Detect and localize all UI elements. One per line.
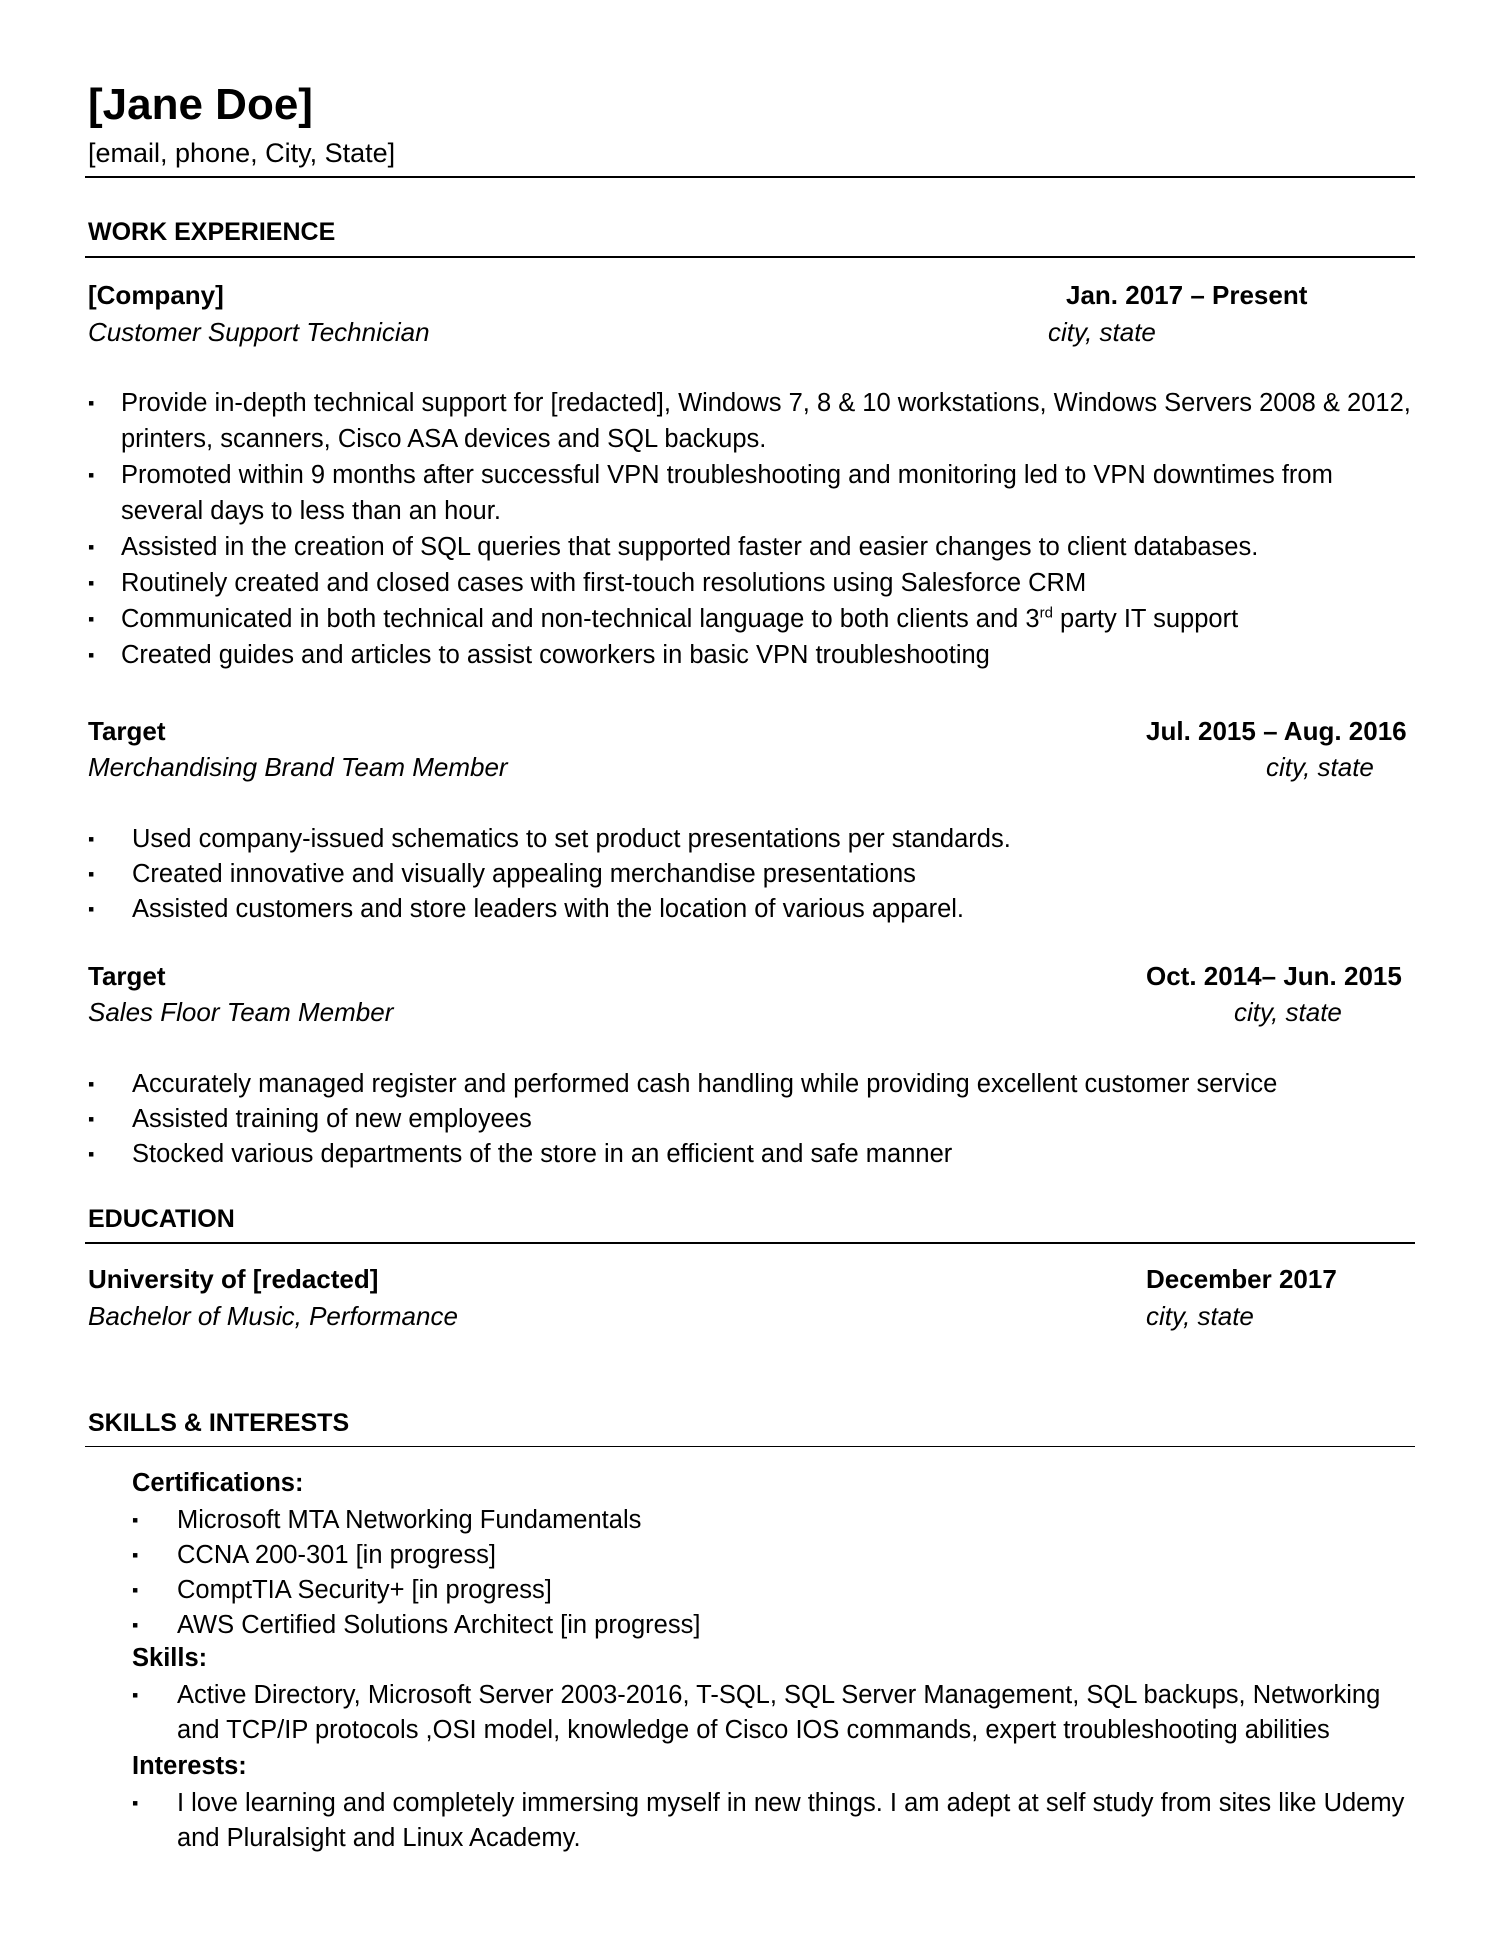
- list-item: ▪ Promoted within 9 months after successful VPN troubleshooting and monitoring led to VPN downtimes from several days to less than an hour.: [88, 457, 1408, 529]
- square-bullet-icon: ▪: [132, 1545, 139, 1565]
- square-bullet-icon: ▪: [88, 864, 95, 884]
- job-dates: Jan. 2017 – Present: [1066, 280, 1308, 310]
- square-bullet-icon: ▪: [88, 645, 95, 665]
- list-item: ▪ Assisted customers and store leaders with the location of various apparel.: [88, 892, 1408, 927]
- interests-heading: Interests:: [132, 1752, 247, 1780]
- list-item: ▪ Created guides and articles to assist coworkers in basic VPN troubleshooting: [88, 637, 1408, 673]
- square-bullet-icon: ▪: [88, 1109, 95, 1129]
- job-location: city, state: [1234, 997, 1342, 1027]
- list-item: ▪ Active Directory, Microsoft Server 2003-2016, T-SQL, SQL Server Management, SQL backups, Networking and TCP/IP protocols ,OSI model, knowledge of Cisco IOS commands, expert troubleshooting abilities: [132, 1678, 1412, 1748]
- square-bullet-icon: ▪: [132, 1510, 139, 1530]
- list-item: ▪ Assisted in the creation of SQL queries that supported faster and easier changes to client databases.: [88, 529, 1408, 565]
- square-bullet-icon: ▪: [88, 1074, 95, 1094]
- square-bullet-icon: ▪: [88, 829, 95, 849]
- skills-list: [132, 1678, 1412, 1748]
- job-location: city, state: [1266, 752, 1374, 782]
- skills-divider: [85, 1446, 1415, 1447]
- list-item: ▪ Created innovative and visually appealing merchandise presentations: [88, 857, 1408, 892]
- list-item: ▪ Stocked various departments of the store in an efficient and safe manner: [88, 1137, 1408, 1172]
- square-bullet-icon: ▪: [88, 537, 95, 557]
- job-title: Sales Floor Team Member: [88, 997, 394, 1027]
- square-bullet-icon: ▪: [132, 1793, 139, 1813]
- job-title: Customer Support Technician: [88, 317, 430, 347]
- square-bullet-icon: ▪: [88, 573, 95, 593]
- certifications-heading: Certifications:: [132, 1469, 304, 1497]
- job-bullets: [88, 822, 1408, 927]
- square-bullet-icon: ▪: [88, 465, 95, 485]
- list-item: ▪ Routinely created and closed cases with first-touch resolutions using Salesforce CRM: [88, 565, 1408, 601]
- education-location: city, state: [1146, 1301, 1254, 1331]
- list-item: ▪ Used company-issued schematics to set product presentations per standards.: [88, 822, 1408, 857]
- job-bullets: [88, 1067, 1408, 1172]
- list-item: ▪ ComptTIA Security+ [in progress]: [132, 1573, 1412, 1608]
- header-divider: [85, 176, 1415, 178]
- job-location: city, state: [1048, 317, 1156, 347]
- work-divider: [85, 256, 1415, 258]
- section-heading-education: EDUCATION: [88, 1205, 235, 1233]
- job-bullets: [88, 385, 1411, 673]
- square-bullet-icon: ▪: [88, 899, 95, 919]
- job-dates: Oct. 2014– Jun. 2015: [1146, 961, 1402, 991]
- education-school: University of [redacted]: [88, 1264, 379, 1294]
- job-dates: Jul. 2015 – Aug. 2016: [1146, 716, 1407, 746]
- list-item: ▪ Communicated in both technical and non-technical language to both clients and 3rd party IT support: [88, 601, 1408, 637]
- square-bullet-icon: ▪: [88, 609, 95, 629]
- list-item: ▪ CCNA 200-301 [in progress]: [132, 1538, 1412, 1573]
- education-degree: Bachelor of Music, Performance: [88, 1301, 458, 1331]
- job-title: Merchandising Brand Team Member: [88, 752, 508, 782]
- square-bullet-icon: ▪: [88, 393, 95, 413]
- list-item: ▪ Accurately managed register and performed cash handling while providing excellent customer service: [88, 1067, 1408, 1102]
- job-company: [Company]: [88, 280, 224, 310]
- list-item: ▪ AWS Certified Solutions Architect [in progress]: [132, 1608, 1412, 1643]
- list-item: ▪ Assisted training of new employees: [88, 1102, 1408, 1137]
- education-divider: [85, 1242, 1415, 1244]
- candidate-name: [Jane Doe]: [88, 80, 313, 129]
- skills-heading: Skills:: [132, 1644, 208, 1672]
- job-company: Target: [88, 716, 166, 746]
- contact-line: [email, phone, City, State]: [88, 138, 396, 168]
- certifications-list: [132, 1503, 1412, 1643]
- list-item: ▪ Microsoft MTA Networking Fundamentals: [132, 1503, 1412, 1538]
- square-bullet-icon: ▪: [88, 1144, 95, 1164]
- square-bullet-icon: ▪: [132, 1685, 139, 1705]
- job-company: Target: [88, 961, 166, 991]
- education-date: December 2017: [1146, 1264, 1337, 1294]
- list-item: ▪ Provide in-depth technical support for [redacted], Windows 7, 8 & 10 workstations, Windows Servers 2008 & 2012, printers, scanners, Cisco ASA devices and SQL backups.: [88, 385, 1408, 457]
- section-heading-work: WORK EXPERIENCE: [88, 218, 336, 246]
- list-item: ▪ I love learning and completely immersing myself in new things. I am adept at self study from sites like Udemy and Pluralsight and Linux Academy.: [132, 1786, 1412, 1856]
- square-bullet-icon: ▪: [132, 1580, 139, 1600]
- square-bullet-icon: ▪: [132, 1615, 139, 1635]
- interests-list: [132, 1786, 1412, 1856]
- section-heading-skills: SKILLS & INTERESTS: [88, 1409, 350, 1437]
